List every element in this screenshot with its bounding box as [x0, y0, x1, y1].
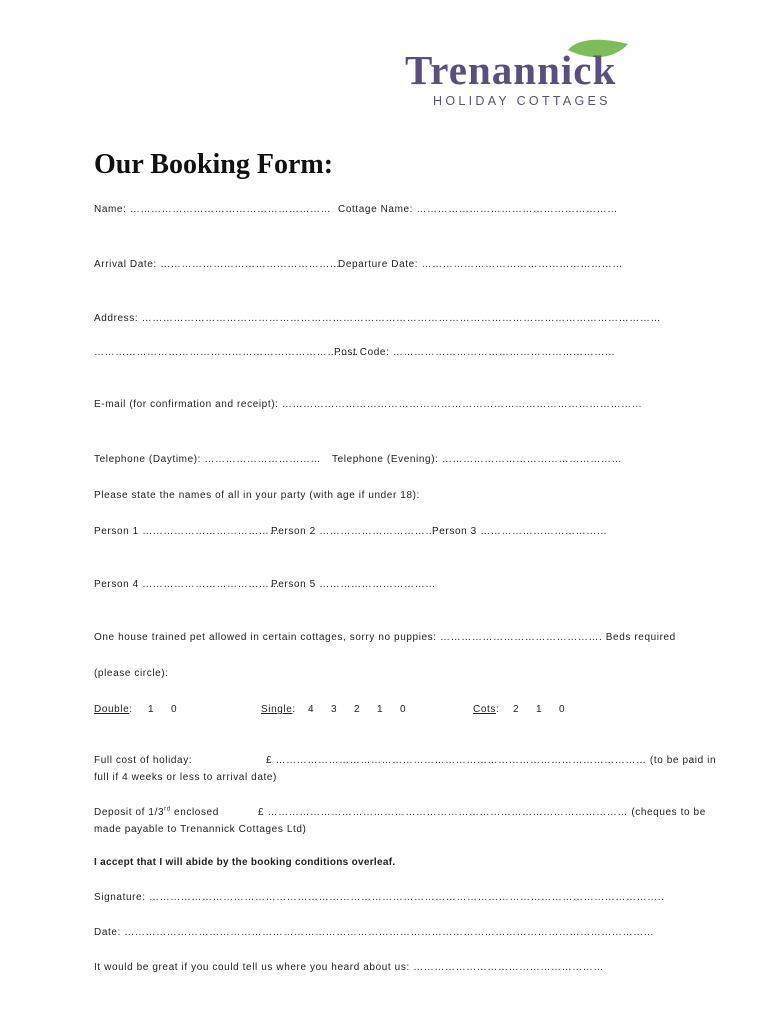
single-beds-separator: :: [292, 704, 296, 715]
cots-option[interactable]: 0: [559, 704, 566, 715]
deposit-note: made payable to Trenannick Cottages Ltd): [94, 824, 307, 835]
deposit-label: [94, 807, 219, 819]
departure-date-field[interactable]: Departure Date: …………………………………………………: [338, 259, 623, 270]
double-option[interactable]: 1: [148, 704, 155, 715]
name-field[interactable]: Name: …………………………………………………: [94, 204, 332, 215]
single-option[interactable]: 2: [354, 704, 361, 715]
person-1-field[interactable]: Person 1 …………………………………: [94, 526, 281, 537]
deposit-label-post: enclosed: [170, 807, 219, 818]
single-option[interactable]: 3: [331, 704, 338, 715]
address-field[interactable]: Address: …………………………………………………………………………………………………………………………………: [94, 313, 662, 324]
arrival-date-field[interactable]: Arrival Date: ……………………………………………: [94, 259, 341, 270]
person-2-field[interactable]: Person 2 ……………………………: [271, 526, 436, 537]
logo-name: Trenannick: [405, 47, 617, 93]
cottage-name-field[interactable]: Cottage Name: …………………………………………………: [338, 204, 618, 215]
cots-option[interactable]: 2: [513, 704, 520, 715]
double-beds-separator: :: [129, 704, 133, 715]
page-title: Our Booking Form:: [94, 149, 334, 180]
double-beds-label-text: Double: [94, 704, 130, 715]
cots-separator: :: [495, 704, 500, 715]
cots-label: [473, 704, 499, 716]
referral-source-field[interactable]: It would be great if you could tell us where you heard about us: ………………………………………………: [94, 962, 604, 973]
single-beds-label-text: Single: [261, 704, 293, 715]
circle-note: (please circle):: [94, 668, 169, 679]
address-line2-field[interactable]: …………………………………………………………………: [94, 347, 359, 358]
single-beds-label: [261, 704, 296, 716]
full-cost-field[interactable]: £ …………………………………………………………………………………………… (to be paid in: [266, 755, 717, 766]
full-cost-label: Full cost of holiday:: [94, 755, 193, 766]
person-5-field[interactable]: Person 5 ……………………………: [271, 579, 436, 590]
telephone-daytime-field[interactable]: Telephone (Daytime): ……………………………: [94, 454, 322, 465]
cots-label-text: Cots: [473, 704, 496, 715]
deposit-label-sup: rd: [164, 806, 171, 813]
double-option[interactable]: 0: [171, 704, 178, 715]
double-beds-label: [94, 704, 133, 716]
telephone-evening-field[interactable]: Telephone (Evening): ……………………………………………: [332, 454, 623, 465]
single-option[interactable]: 0: [400, 704, 407, 715]
logo-subtitle: HOLIDAY COTTAGES: [433, 94, 611, 108]
cots-option[interactable]: 1: [536, 704, 543, 715]
person-3-field[interactable]: Person 3 ………………………………: [432, 526, 608, 537]
party-instruction: Please state the names of all in your party (with age if under 18):: [94, 490, 420, 501]
deposit-field[interactable]: £ ………………………………………………………………………………………… (cheques to be: [258, 807, 706, 818]
deposit-label-pre: Deposit of 1/3: [94, 807, 165, 818]
single-option[interactable]: 4: [308, 704, 315, 715]
accept-statement: I accept that I will abide by the booking conditions overleaf.: [94, 857, 396, 868]
signature-field[interactable]: Signature: ………………………………………………………………………………………………………………………………..: [94, 892, 665, 903]
date-field[interactable]: Date: ……………………………………………………………………………………………………………………………………: [94, 927, 655, 938]
person-4-field[interactable]: Person 4 …………………………………: [94, 579, 281, 590]
pets-note: One house trained pet allowed in certain cottages, sorry no puppies: ………………………………………. Beds required: [94, 632, 676, 643]
email-field[interactable]: E-mail (for confirmation and receipt): …………………………………………………………………………………………: [94, 399, 643, 410]
single-option[interactable]: 1: [377, 704, 384, 715]
full-cost-note: full if 4 weeks or less to arrival date): [94, 772, 277, 783]
post-code-field[interactable]: Post Code: ………………………………………………………: [334, 347, 616, 358]
